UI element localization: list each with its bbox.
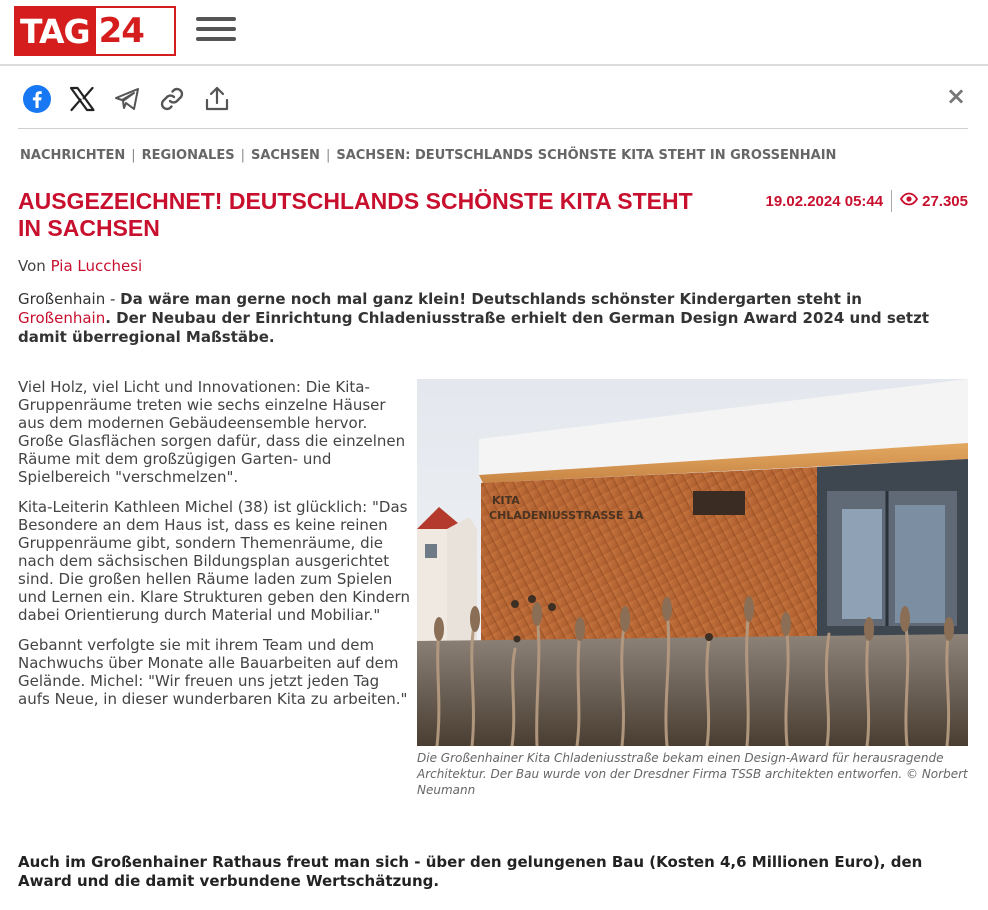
breadcrumb-separator: | bbox=[240, 148, 245, 163]
breadcrumb-current: SACHSEN: DEUTSCHLANDS SCHÖNSTE KITA STEHT IN GROSSENHAIN bbox=[336, 148, 837, 163]
image-sign-line1: KITA bbox=[492, 494, 520, 507]
image-sign-line2: CHLADENIUSSTRASSE 1A bbox=[489, 509, 644, 522]
lead-text-1: Da wäre man gerne noch mal ganz klein! Deutschlands schönster Kindergarten steht in bbox=[120, 290, 862, 308]
close-icon[interactable]: × bbox=[945, 82, 967, 110]
breadcrumb bbox=[20, 148, 836, 163]
breadcrumb-separator: | bbox=[131, 148, 136, 163]
logo-number-text: 24 bbox=[96, 8, 146, 54]
lead-dash: - bbox=[105, 290, 121, 308]
article-meta bbox=[766, 190, 969, 212]
top-bar bbox=[0, 0, 988, 66]
breadcrumb-sachsen[interactable]: SACHSEN bbox=[250, 148, 320, 163]
share-bar bbox=[18, 76, 968, 129]
photo-caption: Die Großenhainer Kita Chladeniusstraße bekam einen Design-Award für herausragende Architektur. Der Bau wurde von der Dresdner Firma TSSB architekten entworfen. © Norbert Neumann bbox=[417, 751, 968, 797]
article-photo[interactable] bbox=[417, 379, 968, 746]
eye-icon bbox=[900, 192, 918, 210]
author-link[interactable]: Pia Lucchesi bbox=[50, 257, 143, 275]
lead-text-2: . Der Neubau der Einrichtung Chladeniusstraße erhielt den German Design Award 2024 und setzt damit überregional Maßstäbe. bbox=[18, 309, 930, 346]
breadcrumb-nachrichten[interactable]: NACHRICHTEN bbox=[20, 148, 126, 163]
article-lead bbox=[18, 290, 958, 347]
x-icon[interactable] bbox=[65, 82, 99, 116]
link-icon[interactable] bbox=[155, 82, 189, 116]
share-icon[interactable] bbox=[200, 82, 234, 116]
lead-location-link[interactable]: Großenhain bbox=[18, 309, 106, 327]
byline bbox=[18, 257, 142, 275]
logo-tag-text: TAG bbox=[16, 8, 96, 54]
article-body bbox=[18, 378, 410, 720]
body-paragraph: Gebannt verfolgte sie mit ihrem Team und dem Nachwuchs über Monate alle Bauarbeiten auf dem Gelände. Michel: "Wir freuen uns jetzt jeden Tag aufs Neue, in dieser wunderbaren Kita zu arbeiten." bbox=[18, 636, 408, 708]
facebook-icon[interactable] bbox=[20, 82, 54, 116]
tag24-logo[interactable] bbox=[14, 6, 176, 56]
body-paragraph: Viel Holz, viel Licht und Innovationen: Die Kita-Gruppenräume treten wie sechs einzelne Häuser aus dem modernen Gebäudeensemble hervor. Große Glasflächen sorgen dafür, dass die einzelnen Räume mit dem großzügigen Garten- und Spielbereich "verschmelzen". bbox=[18, 378, 406, 486]
meta-divider bbox=[891, 190, 892, 212]
lead-location: Großenhain bbox=[18, 290, 106, 308]
telegram-icon[interactable] bbox=[110, 82, 144, 116]
body-paragraph: Kita-Leiterin Kathleen Michel (38) ist glücklich: "Das Besondere an dem Haus ist, dass es keine reinen Gruppenräume gibt, sondern Themenräume, die nach dem sächsischen Bildungsplan ausgerichtet sind. Die großen hellen Räume laden zum Spielen und Lernen ein. Klare Strukturen geben den Kindern dabei Orientierung durch Material und Mobiliar." bbox=[18, 498, 410, 624]
article-subheading: Auch im Großenhainer Rathaus freut man sich - über den gelungenen Bau (Kosten 4,6 Millionen Euro), den Award und die damit verbundene Wertschätzung. bbox=[18, 853, 923, 890]
byline-prefix: Von bbox=[18, 257, 46, 275]
article-title: AUSGEZEICHNET! DEUTSCHLANDS SCHÖNSTE KITA STEHT IN SACHSEN bbox=[18, 188, 693, 241]
breadcrumb-separator: | bbox=[325, 148, 331, 163]
article-date: 19.02.2024 05:44 bbox=[765, 192, 884, 210]
hamburger-menu-icon[interactable] bbox=[196, 15, 236, 43]
breadcrumb-regionales[interactable]: REGIONALES bbox=[141, 148, 235, 163]
view-count: 27.305 bbox=[922, 192, 968, 210]
